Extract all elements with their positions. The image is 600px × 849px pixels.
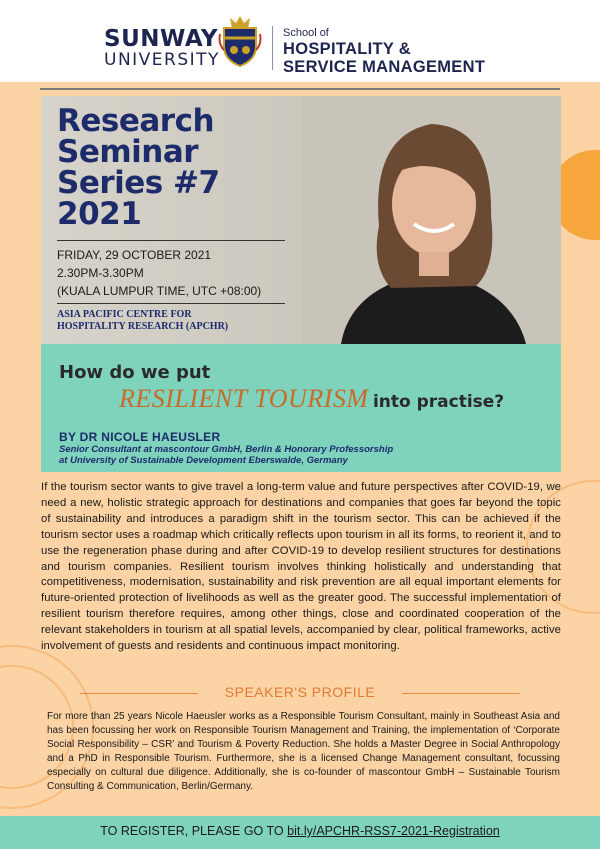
school-name-line1: HOSPITALITY &	[283, 40, 411, 58]
event-timezone: (KUALA LUMPUR TIME, UTC +08:00)	[57, 284, 262, 298]
university-crest-icon	[218, 14, 262, 68]
organiser	[57, 309, 228, 333]
topic-line1: How do we put	[59, 362, 211, 383]
speaker-profile-heading-row	[80, 684, 520, 704]
credentials-line: at University of Sustainable Development Eberswalde, Germany	[59, 455, 348, 466]
speaker-photo	[301, 96, 561, 344]
header	[0, 0, 600, 82]
organiser-line: HOSPITALITY RESEARCH (APCHR)	[57, 321, 229, 332]
registration-link[interactable]: bit.ly/APCHR-RSS7-2021-Registration	[287, 824, 500, 838]
seminar-title	[57, 103, 297, 232]
topic-line2	[119, 384, 504, 414]
hero-banner	[41, 96, 561, 344]
event-time: 2.30PM-3.30PM	[57, 266, 144, 280]
heading-rule	[402, 693, 520, 694]
event-date: FRIDAY, 29 OCTOBER 2021	[57, 248, 212, 262]
speaker-credentials	[59, 444, 539, 466]
topic-suffix: into practise?	[372, 392, 505, 412]
registration-footer	[0, 816, 600, 849]
registration-prefix: TO REGISTER, PLEASE GO TO	[100, 824, 284, 838]
logo-sunway: SUNWAY	[104, 26, 219, 52]
title-line: Series #7	[57, 165, 220, 201]
registration-text	[0, 824, 600, 838]
school-name-block	[283, 26, 485, 76]
title-line: Research	[57, 103, 215, 139]
logo-university: UNIVERSITY	[104, 50, 220, 70]
speaker-profile-text: For more than 25 years Nicole Haeusler works as a Responsible Tourism Consultant, mainly in Southeast Asia and has been focussing her work on Responsible Tourism Management and Training, the implementation of ‘Corporate Social Responsibility – CSR’ and Tourism & Poverty Reduction. She holds a Master Degree in Social Anthropology and a PhD in Responsible Tourism. Furthermore, she is a licensed Change Management consultant, focussing especially on cultural due diligence. Additionally, she is co-founder of mascontour GmbH – Sustainable Tourism Consulting & Communication, Berlin/Germany.	[47, 711, 560, 792]
event-details	[57, 246, 261, 300]
organiser-line: ASIA PACIFIC CENTRE FOR	[57, 309, 192, 320]
topic-band	[41, 344, 561, 472]
abstract-text: If the tourism sector wants to give travel a long-term value and future perspectives after COVID-19, we need a new, holistic strategic approach for destinations and companies that goes far beyond the topic of sustainability and introduces a paradigm shift in the tourism sector. This can be achieved if the tourism sector uses a roadmap which critically reflects upon tourism in all its forms, to reorient it, and to use the regeneration phase during and after COVID-19 to develop resilient structures for destinations and tourism companies. Resilient tourism involves thinking holistically and understanding that competitiveness, modernisation, sustainability and risk prevention are all equal important elements for future-oriented protection of livelihoods as well as the greater good. The successful implementation of resilient tourism therefore requires, among other things, close and coordinated cooperation of the relevant stakeholders in tourism at all spatial levels, accompanied by clear, political frameworks, active involvement of guests and residents and continuous impact monitoring.	[41, 481, 561, 653]
topic-highlight: RESILIENT TOURISM	[119, 384, 369, 413]
hero-divider	[57, 240, 285, 241]
school-name-line2: SERVICE MANAGEMENT	[283, 58, 486, 76]
speaker-name: BY DR NICOLE HAEUSLER	[59, 430, 221, 444]
speaker-profile-heading: SPEAKER'S PROFILE	[224, 684, 376, 700]
header-rule	[40, 88, 560, 90]
title-line: 2021	[57, 196, 142, 232]
credentials-line: Senior Consultant at mascontour GmbH, Berlin & Honorary Professorship	[59, 444, 394, 455]
title-line: Seminar	[57, 134, 199, 170]
school-of-label: School of	[283, 27, 329, 39]
hero-divider	[57, 303, 285, 304]
university-logo-text	[104, 28, 220, 70]
header-divider	[272, 26, 273, 70]
